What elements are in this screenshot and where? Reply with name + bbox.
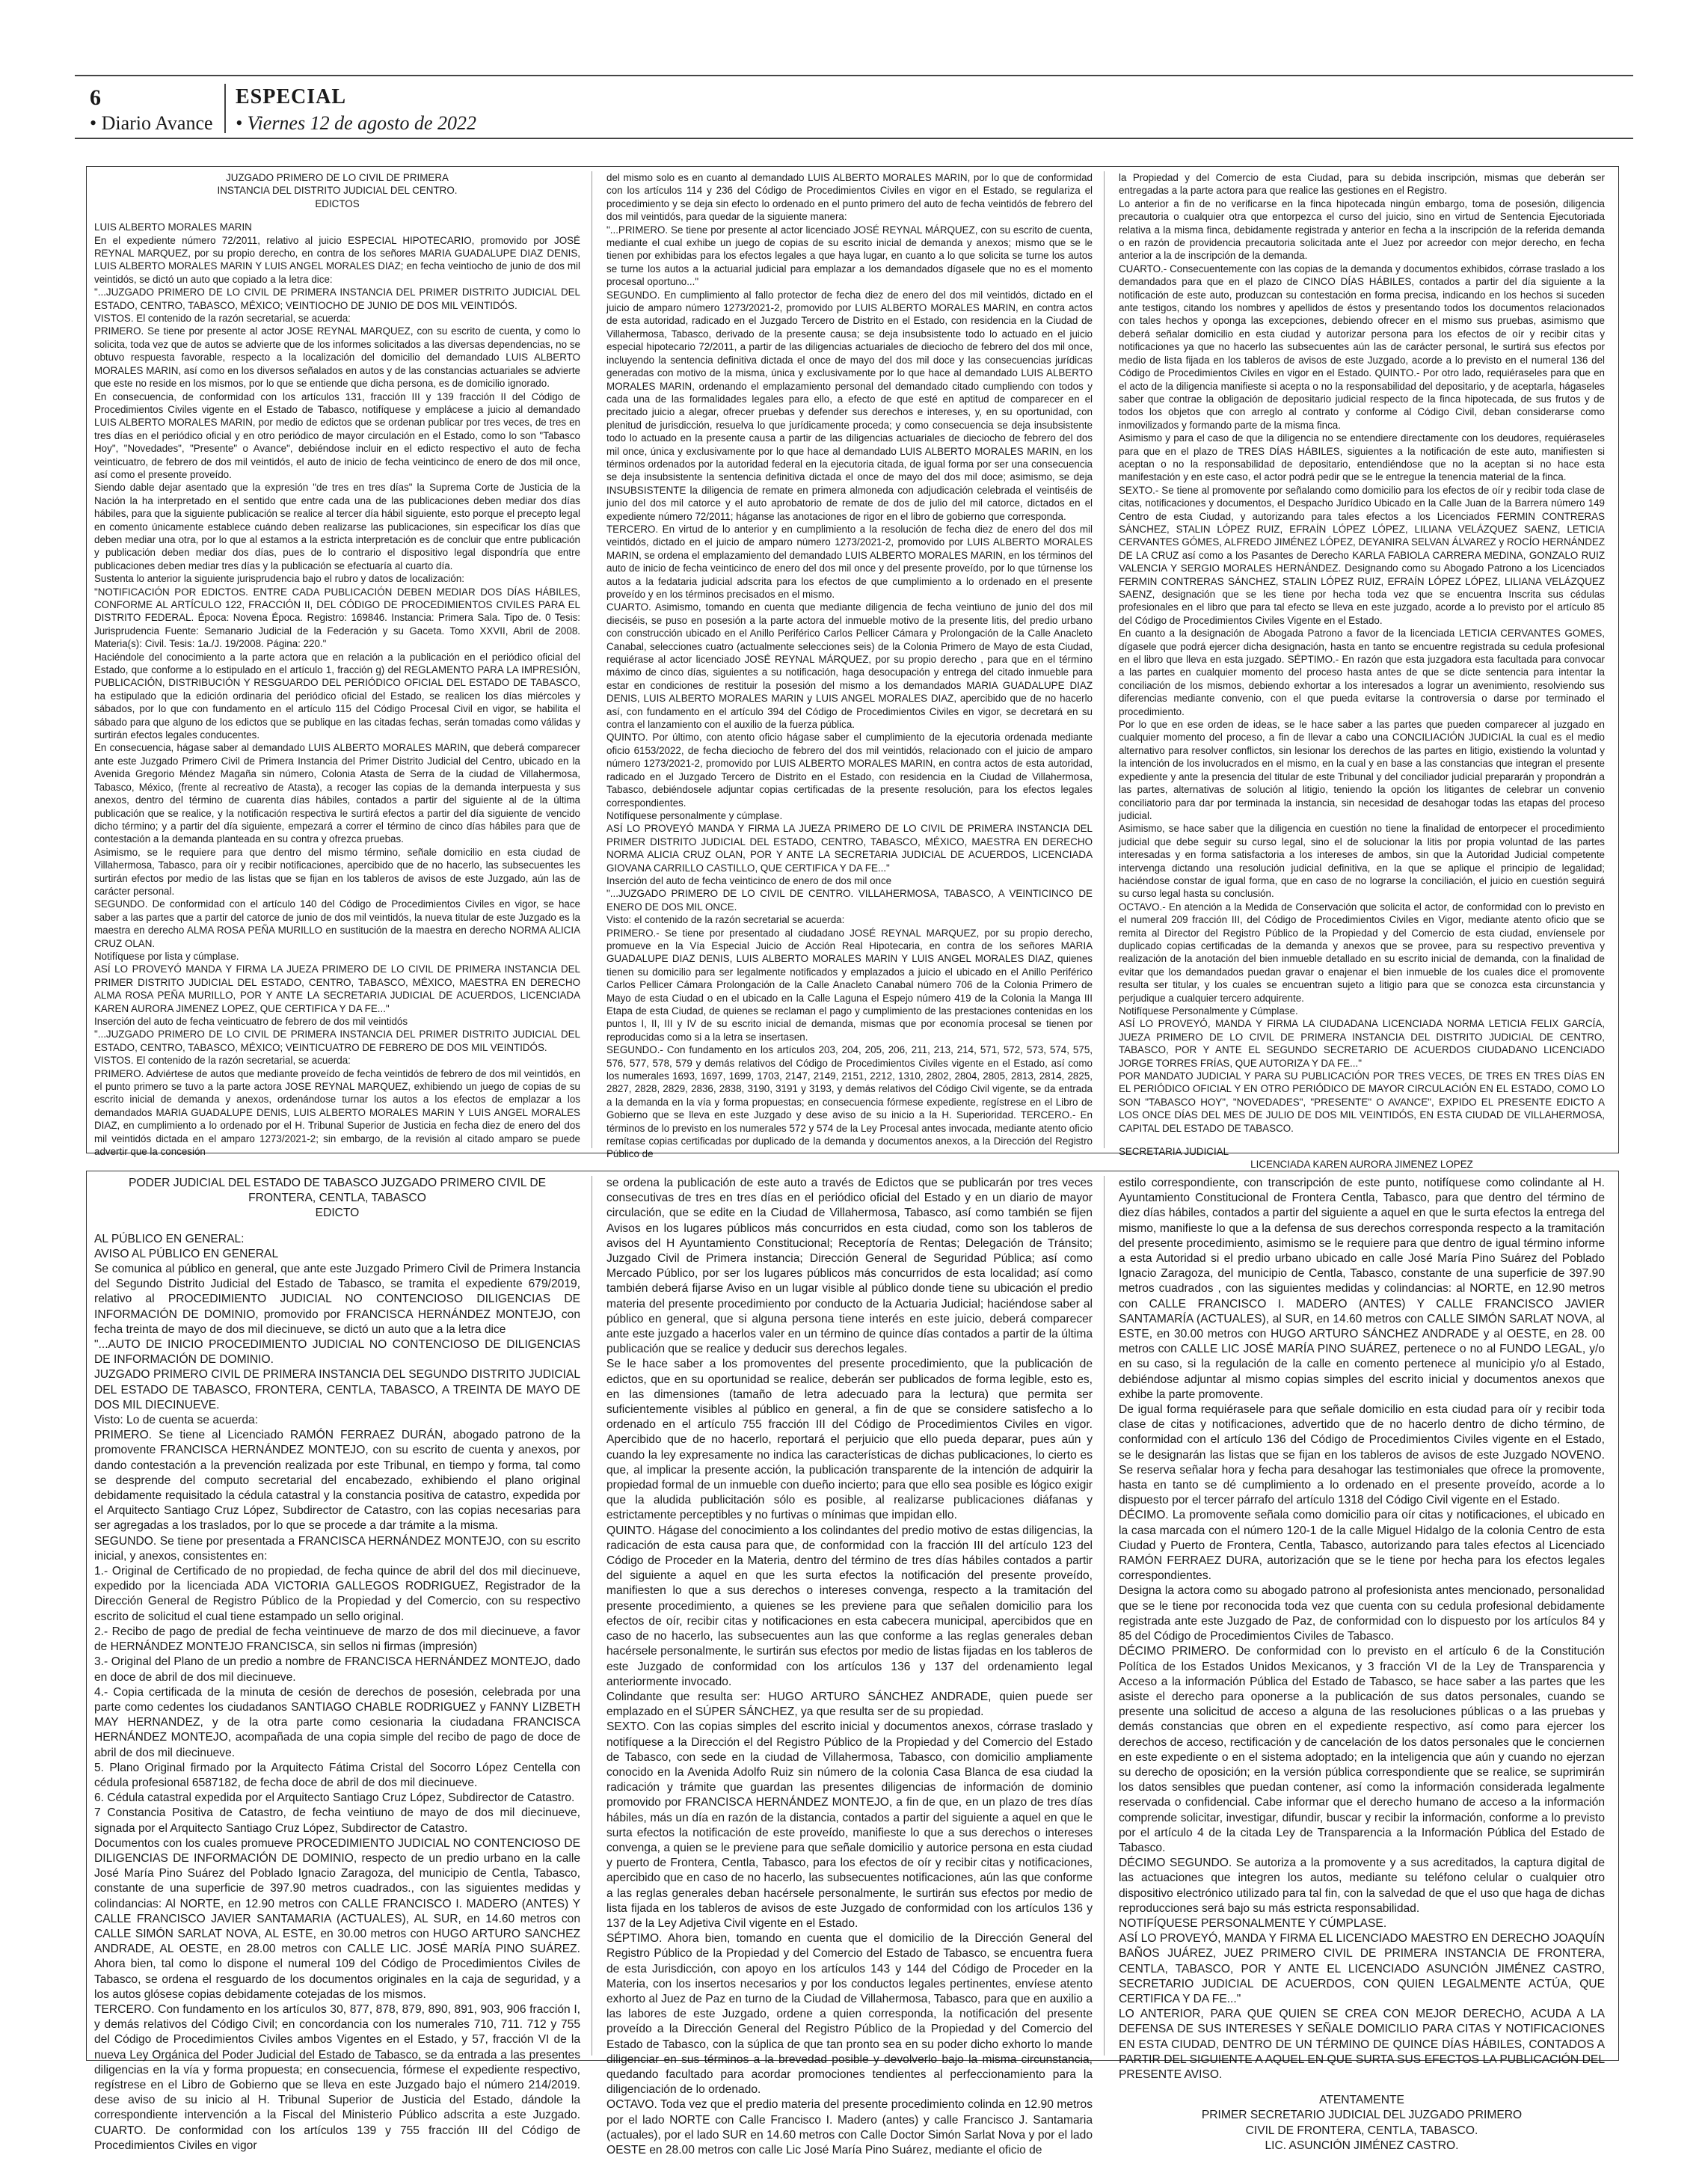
notice-paragraph: Por lo que en ese orden de ideas, se le hace saber a las partes que pueden comparecer al juzgado en cualquier momento del proceso, a fin de llevar a cabo una CONCILIACIÓN JUDICIAL la cual es el medio alternativo para resolver conflictos, sin lesionar los derechos de las partes en litigio, existiendo la voluntad y la intención de los involucrados en el mismo, en la cual y en base a las constancias que integran el presente expediente y ante la presencia del titular de este Tribunal y del conciliador judicial prepararán y propondrán a las partes, alternativas de solución al litigio, teniendo la opción los litigantes de celebrar un convenio conciliatorio para dar por terminada la instancia, sin necesidad de desahogar todas las etapas del proceso judicial. <box>1119 719 1605 821</box>
notice-paragraph: SECRETARIA JUDICIAL <box>1119 1146 1229 1158</box>
notice-paragraph: "NOTIFICACIÓN POR EDICTOS. ENTRE CADA PUBLICACIÓN DEBEN MEDIAR DOS DÍAS HÁBILES, CONFORME AL ARTÍCULO 122, FRACCIÓN II, DEL CÓDIGO DE PROCEDIMIENTOS CIVILES PARA EL DISTRITO FEDERAL. Época: Novena Época. Registro: 169846. Instancia: Primera Sala. Tipo de. 0 Tesis: Jurisprudencia Fuente: Semanario Judicial de la Federación y su Gaceta. Tomo XXVII, Abril de 2008. Materia(s): Civil. Tesis: 1a./J. 19/2008. Página: 220." <box>94 586 580 650</box>
column-divider <box>1104 1176 1105 2056</box>
notice-paragraph: VISTOS. El contenido de la razón secretarial, se acuerda: <box>94 1055 351 1067</box>
notice-paragraph: 3.- Original del Plano de un predio a nombre de FRANCISCA HERNÁNDEZ MONTEJO, dado en doce de abril de dos mil diecinueve. <box>94 1655 580 1684</box>
notice-paragraph: TERCERO. Con fundamento en los artículos 30, 877, 878, 879, 890, 891, 903, 906 fracción I, y demás relativos del Código Civil; en concordancia con los numerales 710, 711. 712 y 755 del Código de Procedimientos Civiles ambos Vigentes en el Estado, y 57, fracción VI de la nueva Ley Orgánica del Poder Judicial del Estado de Tabasco, se da entrada a las presentes diligencias en la vía y forma propuesta; en consecuencia, fórmese el expediente respectivo, regístrese en el Libro de Gobierno que se lleva en este Juzgado bajo el número 214/2019. dese aviso de su inicio al H. Tribunal Superior de Justicia del Estado, dándole la correspondiente intervención a la Fiscal del Ministerio Público adscrita a este Juzgado. CUARTO. De conformidad con los artículos 139 y 755 fracción III del Código de Procedimientos Civiles en vigor <box>94 2002 580 2152</box>
paragraph-spacer <box>1119 1135 1605 1145</box>
notice-paragraph: 2.- Recibo de pago de predial de fecha veintinueve de marzo de dos mil diecinueve, a favor de HERNÁNDEZ MONTEJO FRANCISCA, sin sellos ni firmas (impresión) <box>94 1625 580 1654</box>
notice-paragraph: SEGUNDO. De conformidad con el artículo 140 del Código de Procedimientos Civiles en vigor, se hace saber a las partes que a partir del catorce de junio de dos mil veintidós, la nueva titular de este Juzgado es la maestra en derecho ALMA ROSA PEÑA MURILLO en sustitución de la maestra en derecho NORMA ALICIA CRUZ OLAN. <box>94 898 580 949</box>
notice-paragraph: Colindante que resulta ser: HUGO ARTURO SÁNCHEZ ANDRADE, quien puede ser emplazado en el SÚPER SÁNCHEZ, ya que resulta ser de su propiedad. <box>606 1690 1093 1719</box>
notice-paragraph: SEGUNDO. Se tiene por presentada a FRANCISCA HERNÁNDEZ MONTEJO, con su escrito inicial, y anexos, consistentes en: <box>94 1534 580 1563</box>
notice-paragraph: PRIMERO. Se tiene al Licenciado RAMÓN FERRAEZ DURÁN, abogado patrono de la promovente FRANCISCA HERNÁNDEZ MONTEJO, con su escrito de cuenta y anexos, por dando contestación a la prevención realizada por este Tribunal, en tiempo y forma, tal como se desprende del computo secretarial del encabezado, exhibiendo el plano original debidamente requisitado la cédula catastral y la constancia positiva de catastro, expedida por el Arquitecto Santiago Cruz López, Subdirector de Catastro, con las copias necesarias para ser agregadas a los traslados, por lo que se procede a dar trámite a la misma. <box>94 1429 580 1533</box>
notice-paragraph: LO ANTERIOR, PARA QUE QUIEN SE CREA CON MEJOR DERECHO, ACUDA A LA DEFENSA DE SUS INTERESES Y SEÑALE DOMICILIO PARA CITAS Y NOTIFICACIONES EN ESTA CIUDAD, DENTRO DE UN TÉRMINO DE QUINCE DÍAS HÁBILES, CONTADOS A PARTIR DEL SIGUIENTE A AQUEL EN QUE SURTA SUS EFECTOS LA PUBLICACIÓN DEL PRESENTE AVISO. <box>1119 2008 1605 2081</box>
notice-paragraph: EDICTOS <box>315 197 360 209</box>
notice-paragraph: Visto: el contenido de la razón secretarial se acuerda: <box>606 914 845 926</box>
notice-paragraph: CUARTO. Asimismo, tomando en cuenta que mediante diligencia de fecha veintiuno de junio del dos mil dieciséis, se puso en posesión a la parte actora del inmueble motivo de la presente litis, del predio urbano con construcción ubicado en el Anillo Periférico Carlos Pellicer Cámara y Prolongación de la Calle Anacleto Canabal, selecciones cuatro (actualmente selecciones seis) de la Colonia Primero de Mayo de esta Ciudad, requiérase al actor licenciado JOSÉ REYNAL MÁRQUEZ, por su propio derecho , para que en el término máximo de cinco días, siguientes a su notificación, haga desocupación y entrega del citado inmueble para estar en condiciones de restituir la posesión del mismo a los demandados MARIA GUADALUPE DIAZ DENIS, LUIS ALBERTO MORALES MARIN y LUIS ANGEL MORALES DIAZ, apercibido que de no hacerlo así, con fundamento en el artículo 394 del Código de Procedimientos Civiles en vigor, se decretará en su contra el lanzamiento con el auxilio de la fuerza pública. <box>606 601 1093 731</box>
masthead <box>75 75 1633 135</box>
notice-paragraph: ATENTAMENTE <box>1319 2094 1404 2107</box>
notice-paragraph: AL PÚBLICO EN GENERAL: <box>94 1232 245 1245</box>
notice-column <box>1119 1176 1605 2152</box>
notice-paragraph: estilo correspondiente, con transcripción de este punto, notifíquese como colindante al H. Ayuntamiento Constitucional de Frontera Centla, Tabasco, para que dentro del término de diez días hábiles, contados a partir del siguiente a aquel en que le surta efectos la entrega del mismo, manifieste lo que a la defensa de sus derechos corresponda respecto a la tramitación del presente procedimiento, asimismo se le requiere para que dentro de igual término informe a esta Autoridad si el predio urbano ubicado en calle José María Pino Suárez del Poblado Ignacio Zaragoza, del municipio de Centla, Tabasco, constante de una superficie de 397.90 metros cuadrados , con las siguientes medidas y colindancias: al NORTE, en 12.90 metros con CALLE FRANCISCO I. MADERO (ANTES) Y CALLE FRANCISCO JAVIER SANTAMARÍA (ACTUALES), al SUR, en 14.60 metros con CALLE SIMÓN SARLAT NOVA, al ESTE, en 30.00 metros con HUGO ARTURO SÁNCHEZ ANDRADE y al OESTE, en 28. 00 metros con CALLE LIC JOSÉ MARÍA PINO SUÁREZ, pertenece o no al FUNDO LEGAL, y/o en su caso, si la regulación de la calle en comento pertenece al municipio y/o al Estado, debiéndose adjuntar al mismo copias simples del escrito inicial y documentos anexos que exhibe la parte promovente. <box>1119 1177 1605 1401</box>
notice-paragraph: ASÍ LO PROVEYÓ MANDA Y FIRMA LA JUEZA PRIMERO DE LO CIVIL DE PRIMERA INSTANCIA DEL PRIMER DISTRITO JUDICIAL DEL ESTADO, CENTRO, TABASCO, MÉXICO, MAESTRA EN DERECHO NORMA ALICIA CRUZ OLAN, POR Y ANTE LA SECRETARIA JUDICIAL DE ACUERDOS, LICENCIADA GIOVANA CARRILLO CASTILLO, QUE CERTIFICA Y DA FE..." <box>606 823 1093 874</box>
paragraph-spacer <box>1119 2082 1605 2093</box>
notice-paragraph: "...AUTO DE INICIO PROCEDIMIENTO JUDICIAL NO CONTENCIOSO DE DILIGENCIAS DE INFORMACIÓN DE DOMINIO. <box>94 1338 580 1367</box>
notice-paragraph: Haciéndole del conocimiento a la parte actora que en relación a la publicación en el periódico oficial del Estado, que conforme a lo estipulado en el artículo 1, fracción g) del REGLAMENTO PARA LA IMPRESIÓN, PUBLICACIÓN, DISTRIBUCIÓN Y RESGUARDO DEL PERIÓDICO OFICIAL DEL ESTADO DE TABASCO, ha estipulado que la edición ordinaria del periódico oficial del Estado, se realicen los días miércoles y sábados, por lo que con fundamento en el artículo 115 del Código Procesal Civil en vigor, se habilita el sábado para que alguno de los edictos que se publique en las citadas fechas, serán tomadas como válidas y surtirán efectos legales conducentes. <box>94 651 580 741</box>
notice-paragraph: 6. Cédula catastral expedida por el Arquitecto Santiago Cruz López, Subdirector de Catastro. <box>94 1791 575 1805</box>
notice-paragraph: Inserción del auto de fecha veinticuatro de febrero de dos mil veintidós <box>94 1016 408 1027</box>
column-divider <box>1104 171 1105 1148</box>
notice-paragraph: INSTANCIA DEL DISTRITO JUDICIAL DEL CENTRO. <box>217 185 458 197</box>
masthead-divider <box>224 84 226 133</box>
notice-paragraph: "...JUZGADO PRIMERO DE LO CIVIL DE PRIMERA INSTANCIA DEL PRIMER DISTRITO JUDICIAL DEL ESTADO, CENTRO, TABASCO, MÉXICO; VEINTIOCHO DE JUNIO DE DOS MIL VEINTIDÓS. <box>94 286 580 311</box>
notice-paragraph: DÉCIMO. La promovente señala como domicilio para oír citas y notificaciones, el ubicado en la casa marcada con el número 120-1 de la calle Miguel Hidalgo de la colonia Centro de esta Ciudad y Puerto de Frontera, Centla, Tabasco, autorizando para tales efectos al Licenciado RAMÓN FERRAEZ DURA, autorización que se le tiene por hecha para los efectos legales correspondientes. <box>1119 1509 1605 1583</box>
legal-notice-hernandez-montejo <box>86 1171 1619 2157</box>
notice-paragraph: Notifíquese personalmente y cúmplase. <box>606 809 783 821</box>
notice-paragraph: Se le hace saber a los promoventes del presente procedimiento, que la publicación de edictos, que en su oportunidad se realice, deberán ser publicados de forma legible, esto es, en las dimensiones (tamaño de letra adecuado para la lectura) que permita ser suficientemente visibles al público en general, a fin de que se considere satisfecho a lo ordenado en el artículo 755 fracción III del Código de Procedimientos Civiles en vigor. Apercibido que de no hacerlo, reportará el perjuicio que ello pueda deparar, pues aún y cuando la ley expresamente no indica las características de dichas publicaciones, lo cierto es que, al implicar la presente acción, la publicación transparente de la intención de adquirir la propiedad formal de un inmueble con dueño incierto; para que ello sea posible es lógico exigir que la aludida publicitación sólo es posible, al realizarse publicaciones diáfanas y estrictamente perceptibles y no furtivas o mínimas que impidan ello. <box>606 1358 1093 1522</box>
notice-paragraph: SEXTO. Con las copias simples del escrito inicial y documentos anexos, córrase traslado y notifíquese a la Dirección el del Registro Público de la Propiedad y del Comercio del Estado de Tabasco, con sede en la ciudad de Villahermosa, Tabasco, con domicilio ampliamente conocido en la Avenida Adolfo Ruiz sin número de la colonia Casa Blanca de esa ciudad la radicación y trámite que guardan las presentes diligencias de información de dominio promovido por FRANCISCA HERNÁNDEZ MONTEJO, a fin de que, en un plazo de tres días hábiles, más un día en razón de la distancia, contados a partir del siguiente a aquel en que le surta efectos la notificación de este proveído, manifieste lo que a sus derechos o intereses convenga, a quien se le previene para que señale domicilio y autorice persona en esta ciudad y puerto de Frontera, Centla, Tabasco, para los efectos de oír y recibir citas y notificaciones, apercibido que en caso de no hacerlo, las subsecuentes notificaciones, aún las que conforme a las reglas generales deban hacérsele personalmente, le surtirán sus efectos por medio de lista fijada en los tableros de avisos de este Juzgado de conformidad con los artículos 136 y 137 de la Ley Adjetiva Civil vigente en el Estado. <box>606 1720 1093 1930</box>
masthead-bottom-rule <box>75 138 1633 139</box>
notice-paragraph: Designa la actora como su abogado patrono al profesionista antes mencionado, personalidad que se le tiene por reconocida toda vez que cuenta con su cedula profesional debidamente registrada ante este Juzgado de Paz, de conformidad con lo dispuesto por los artículos 84 y 85 del Código de Procedimientos Civiles de Tabasco. <box>1119 1584 1605 1643</box>
notice-paragraph: En el expediente número 72/2011, relativo al juicio ESPECIAL HIPOTECARIO, promovido por JOSÉ REYNAL MARQUEZ, por su propio derecho, en contra de los señores MARIA GUADALUPE DIAZ DENIS, LUIS ALBERTO MORALES MARIN Y LUIS ANGEL MORALES DIAZ; en fecha veintiocho de junio de dos mil veintidós, se dictó un auto que copiado a la letra dice: <box>94 234 580 285</box>
paragraph-spacer <box>94 210 580 221</box>
notice-paragraph: SEGUNDO. En cumplimiento al fallo protector de fecha diez de enero del dos mil veintidós, dictado en el juicio de amparo número 1273/2021-2, promovido por LUIS ALBERTO MORALES MARIN, en contra actos de esta autoridad, radicado en el Juzgado Tercero de Distrito en el Estado, con residencia en la Ciudad de Villahermosa, Tabasco, derivado de la presente causa; se deja insubsistente todo lo actuado en el juicio especial hipotecario 72/2011, a partir de las diligencias actuariales de dieciocho de febrero del dos mil once, incluyendo la sentencia definitiva dictada el once de mayo del dos mil doce y las consecuencias jurídicas generadas con motivo de la misma, única y exclusivamente por lo que hace al demandado LUIS ALBERTO MORALES MARIN, ordenando el emplazamiento personal del demandado citado cumpliendo con todos y cada una de las formalidades legales para ello, a efecto de que esté en aptitud de comparecer en el precitado juicio a alegar, ofrecer pruebas y defender sus derechos e intereses, y, en su oportunidad, con plenitud de jurisdicción, resuelva lo que jurídicamente proceda; y como consecuencia se deja insubsistente todo lo actuado en la presente causa a partir de las diligencias actuariales de dieciocho de febrero del dos mil once, única y exclusivamente por lo que hace al demandado LUIS ALBERTO MORALES MARIN, en los términos ordenados por la autoridad federal en la ejecutoria citada, de igual forma por ser una consecuencia se deja insubsistente la sentencia definitiva dictada el once de mayo del dos mil doce; asimismo, se deja INSUBSISTENTE la diligencia de remate en primera almoneda con adjudicación celebrada el veintiséis de junio del dos mil catorce y el auto aprobatorio de remate de dos de julio del mil catorce, dictados en el expediente número 72/2011; háganse las anotaciones de rigor en el libro de gobierno que corresponda. <box>606 289 1093 522</box>
notice-paragraph: 1.- Original de Certificado de no propiedad, de fecha quince de abril del dos mil diecinueve, expedido por la licenciada ADA VICTORIA GALLEGOS RODRIGUEZ, Registrador de la Dirección General de Registro Público de la Propiedad y del Comercio, con su respectivo escrito de solicitud el cual tiene estampado un sello original. <box>94 1565 580 1623</box>
notice-paragraph: SEGUNDO.- Con fundamento en los artículos 203, 204, 205, 206, 211, 213, 214, 571, 572, 573, 574, 575, 576, 577, 578, 579 y demás relativos del Código de Procedimientos Civiles vigente en el Estado, así como los numerales 1693, 1697, 1699, 1703, 2147, 2149, 2151, 2212, 1310, 2802, 2804, 2805, 2813, 2814, 2825, 2827, 2828, 2829, 2836, 2838, 3190, 3191 y 3193, y demás relativos del Código Civil vigente, se da entrada a la demanda en la vía y forma propuestas; en consecuencia fórmese expediente, regístrese en el Libro de Gobierno que se lleva en este Juzgado y dese aviso de su inicio a la H. Superioridad. TERCERO.- En términos de lo previsto en los numerales 572 y 574 de la Ley Procesal antes invocada, mediante atento oficio remítase copias certificadas por duplicado de la demanda y documentos anexos, a la Dirección del Registro Público de <box>606 1044 1093 1160</box>
notice-paragraph: PRIMERO. Se tiene por presente al actor JOSE REYNAL MARQUEZ, con su escrito de cuenta, y como lo solicita, toda vez que de autos se advierte que de los informes solicitados a las diversas dependencias, no se obtuvo respuesta favorable, respecto a la localización del domicilio del demandado LUIS ALBERTO MORALES MARIN, así como en los diversos señalados en autos y de las constancias actuariales se advierte que este no reside en los mismos, por lo que se entiende que dicha persona, es de domicilio ignorado. <box>94 325 580 390</box>
notice-paragraph: TERCERO. En virtud de lo anterior y en cumplimiento a la resolución de fecha diez de enero del dos mil veintidós, dictado en el juicio de amparo número 1273/2021-2, promovido por LUIS ALBERTO MORALES MARIN, se ordena el emplazamiento del demandado LUIS ALBERTO MORALES MARIN, en los términos del auto de inicio de fecha veinticinco de enero del dos mil once y del presente proveído, por lo que túrnense los autos a la fedataria judicial adscrita para los efectos de que cumplimiento a lo ordenado en el presente proveído y en los términos precisados en el mismo. <box>606 523 1093 600</box>
page-number: 6 <box>90 85 101 110</box>
masthead-top-rule <box>75 75 1633 76</box>
notice-paragraph: EDICTO <box>315 1207 360 1220</box>
notice-paragraph: SEXTO.- Se tiene al promovente por señalando como domicilio para los efectos de oír y recibir toda clase de citas, notificaciones y documentos, el Despacho Jurídico Ubicado en la Calle Juan de la Barrera número 149 Centro de esta Ciudad, y autorizando para tales efectos a los Licenciados FERMIN CONTRERAS SÁNCHEZ, STALIN LÓPEZ RUIZ, EFRAÍN LÓPEZ LÓPEZ, LILIANA VELÁZQUEZ SAENZ, LETICIA CERVANTES GÓMES, ALFREDO JIMÉNEZ LÓPEZ, DEYANIRA SELVAN ÁLVAREZ y ROCÍO HERNÁNDEZ DE LA CRUZ así como a los Pasantes de Derecho KARLA FABIOLA CARRERA MEDINA, GONZALO RUIZ VALENCIA Y SERGIO MORALES HERNÁNDEZ. Designando como su Abogado Patrono a los Licenciados FERMIN CONTRERAS SÁNCHEZ, STALIN LÓPEZ RUIZ, EFRAÍN LÓPEZ LÓPEZ, LILIANA VELÁZQUEZ SAENZ, designación que se les tiene por hecha toda vez que se encuentra Inscrita sus cédulas profesionales en el libro que para tal efecto se lleva en este juzgado, acorde a lo previsto por el artículo 85 del Código de Procedimientos Civiles Vigente en el Estado. <box>1119 484 1605 626</box>
notice-paragraph: 7 Constancia Positiva de Catastro, de fecha veintiuno de mayo de dos mil diecinueve, signada por el Arquitecto Santiago Cruz López, Subdirector de Catastro. <box>94 1806 580 1835</box>
notice-paragraph: En cuanto a la designación de Abogada Patrono a favor de la licenciada LETICIA CERVANTES GOMES, dígasele que podrá ejercer dicha designación, hasta en tanto se encuentre registrada su cedula profesional en el libro que lleva en esta juzgado. SÉPTIMO.- En razón que esta juzgadora esta facultada para convocar a las partes en cualquier momento del proceso hasta antes de que se dicte sentencia para intentar la conciliación de los mismos, debiendo exhortar a los interesados a lograr un avenimiento, resolviendo sus diferencias mediante convenio, con el que pueda evitarse la controversia o darse por terminado el procedimiento. <box>1119 628 1605 717</box>
notice-paragraph: "...JUZGADO PRIMERO DE LO CIVIL DE PRIMERA INSTANCIA DEL PRIMER DISTRITO JUDICIAL DEL ESTADO, CENTRO, TABASCO, MÉXICO; VEINTICUATRO DE FEBRERO DE DOS MIL VEINTIDÓS. <box>94 1029 580 1053</box>
notice-column <box>94 171 580 1158</box>
notice-paragraph: POR MANDATO JUDICIAL Y PARA SU PUBLICACIÓN POR TRES VECES, DE TRES EN TRES DÍAS EN EL PERIÓDICO OFICIAL Y EN OTRO PERIÓDICO DE MAYOR CIRCULACIÓN EN EL ESTADO, COMO LO SON "TABASCO HOY", "NOVEDADES", "PRESENTE" O AVANCE", EXPIDO EL PRESENTE EDICTO A LOS ONCE DÍAS DEL MES DE JULIO DE DOS MIL VEINTIDÓS, EN ESTA CIUDAD DE VILLAHERMOSA, CAPITAL DEL ESTADO DE TABASCO. <box>1119 1070 1605 1134</box>
notice-column <box>606 171 1093 1160</box>
notice-column <box>94 1176 580 2152</box>
notice-paragraph: Asimismo, se le requiere para que dentro del mismo término, señale domicilio en esta ciudad de Villahermosa, Tabasco, para oír y recibir notificaciones, apercibido que de no hacerlo, las subsecuentes les surtirán efectos por medio de las listas que se fijan en los tableros de avisos de este Juzgado, aún las de carácter personal. <box>94 846 580 897</box>
notice-paragraph: OCTAVO. Toda vez que el predio materia del presente procedimiento colinda en 12.90 metros por el lado NORTE con Calle Francisco I. Madero (antes) y calle Francisco J. Santamaria (actuales), por el lado SUR en 14.60 metros con Calle Doctor Simón Sarlat Nova y por el lado OESTE en 28.00 metros con calle Lic José María Pino Suárez, mediante el oficio de <box>606 2098 1093 2157</box>
notice-paragraph: Inserción del auto de fecha veinticinco de enero de dos mil once <box>606 874 892 886</box>
notice-paragraph: Siendo dable dejar asentado que la expresión "de tres en tres días" la Suprema Corte de Justicia de la Nación la ha interpretado en el sentido que entre cada una de las publicaciones deben mediar dos días hábiles, para que la siguiente publicación se realice al tercer día hábil siguiente, esto porque el precepto legal en comento únicamente establece cuándo deben realizarse las publicaciones, sin especificar los días que deben mediar una otra, por lo que al estamos a la estricta interpretación es de concluir que entre publicación y publicación deben mediar dos días, pues de lo contrario el dispositivo legal dispondría que entre publicaciones deben mediar tres días y la publicación se efectuaría al cuarto día. <box>94 482 580 571</box>
notice-paragraph: Asimismo y para el caso de que la diligencia no se entendiere directamente con los deudores, requiéraseles para que en el plazo de TRES DÍAS HÁBILES, siguientes a la notificación de este auto, manifiesten si aceptan o no la responsabilidad de depositario, entendiéndose que no la aceptan si no hace esta manifestación y en este caso, el actor podrá pedir que se le entregue la tenencia material de la finca. <box>1119 432 1605 483</box>
notice-paragraph: DÉCIMO PRIMERO. De conformidad con lo previsto en el artículo 6 de la Constitución Política de los Estados Unidos Mexicanos, y 3 fracción VI de la Ley de Transparencia y Acceso a la información Pública del Estado de Tabasco, se hace saber a las partes que les asiste el derecho para oponerse a la publicación de sus datos personales, cuando se presente una solicitud de acceso a alguna de las resoluciones públicas o a las pruebas y demás constancias que obren en el expediente respectivo, así como para ejercer los derechos de acceso, rectificación y de cancelación de los datos personales que le conciernen en este expediente o en el sistema adoptado; en la inteligencia que aún y cuando no ejerzan su derecho de oposición; en la versión pública correspondiente que se realice, se suprimirán los datos sensibles que puedan contener, así como la información considerada legalmente reservada o confidencial. Cabe informar que el derecho humano de acceso a la información comprende solicitar, investigar, difundir, buscar y recibir la información, conforme a lo previsto por el artículo 4 de la citada Ley de Transparencia a la Información Pública del Estado de Tabasco. <box>1119 1645 1605 1854</box>
notice-paragraph: "...PRIMERO. Se tiene por presente al actor licenciado JOSÉ REYNAL MÁRQUEZ, con su escrito de cuenta, mediante el cual exhibe un juego de copias de su escrito inicial de demanda y anexos; mismo que se le tienen por exhibidas para los efectos legales a que haya lugar, en cuanto a lo que solicita se turne los autos se turne los autos a la actuarial judicial para emplazar a los demandados dígasele que no es el momento procesal oportuno..." <box>606 224 1093 288</box>
notice-paragraph: VISTOS. El contenido de la razón secretarial, se acuerda: <box>94 313 351 325</box>
notice-paragraph: PODER JUDICIAL DEL ESTADO DE TABASCO JUZGADO PRIMERO CIVIL DE FRONTERA, CENTLA, TABASCO <box>128 1177 546 1205</box>
notice-paragraph: la Propiedad y del Comercio de esta Ciudad, para su debida inscripción, mismas que deberán ser entregadas a la parte actora para que realice las gestiones en el Registro. <box>1119 172 1605 197</box>
notice-paragraph: Documentos con los cuales promueve PROCEDIMIENTO JUDICIAL NO CONTENCIOSO DE DILIGENCIAS DE INFORMACIÓN DE DOMINIO, respecto de un predio urbano en la calle José María Pino Suárez del Poblado Ignacio Zaragoza, del municipio de Centla, Tabasco, constante de una superficie de 397.90 metros cuadrados., con las siguientes medidas y colindancias: Al NORTE, en 12.90 metros con CALLE FRANCISCO I. MADERO (ANTES) Y CALLE FRANCISCO JAVIER SANTAMARIA (ACTUALES), AL SUR, en 14.60 metros con CALLE SIMÓN SARLAT NOVA, AL ESTE, en 30.00 metros con HUGO ARTURO SANCHEZ ANDRADE, AL OESTE, en 28.00 metros con CALLE LIC. JOSÉ MARÍA PINO SUÁREZ. Ahora bien, tal como lo dispone el numeral 109 del Código de Procedimientos Civiles de Tabasco, se ordena el resguardo de los documentos originales en la caja de seguridad, y a los autos glósese copias debidamente cotejadas de los mismos. <box>94 1836 580 2001</box>
notice-paragraph: "...JUZGADO PRIMERO DE LO CIVIL DE CENTRO. VILLAHERMOSA, TABASCO, A VEINTICINCO DE ENERO DE DOS MIL ONCE. <box>606 888 1093 913</box>
notice-paragraph: ASÍ LO PROVEYÓ MANDA Y FIRMA LA JUEZA PRIMERO DE LO CIVIL DE PRIMERA INSTANCIA DEL PRIMER DISTRITO JUDICIAL DEL ESTADO, CENTRO, TABASCO, MÉXICO, MAESTRA EN DERECHO ALMA ROSA PEÑA MURILLO, POR Y ANTE LA SECRETARIA JUDICIAL DE ACUERDOS, LICENCIADA KAREN AURORA JIMENEZ LOPEZ, QUE CERTIFICA Y DA FE..." <box>94 963 580 1014</box>
notice-paragraph: DÉCIMO SEGUNDO. Se autoriza a la promovente y a sus acreditados, la captura digital de las actuaciones que integren los autos, mediante su teléfono celular o cualquier otro dispositivo electrónico utilizado para tal fin, con la salvedad de que el uso que haga de dichas reproducciones será bajo su más estricta responsabilidad. <box>1119 1857 1605 1915</box>
notice-paragraph: se ordena la publicación de este auto a través de Edictos que se publicarán por tres veces consecutivas de tres en tres días en el periódico oficial del Estado y en un diario de mayor circulación, que se edite en la Ciudad de Villahermosa, Tabasco, así como también se fijen Avisos en los lugares públicos más concurridos en esta ciudad, como son los tableros de avisos del H Ayuntamiento Constitucional; Receptoría de Rentas; Delegación de Tránsito; Juzgado Civil de Primera instancia; Dirección General de Seguridad Pública; así como Mercado Público, por ser los lugares públicos más concurridos de esta localidad; así como también deberá fijarse Aviso en un lugar visible al público donde tiene su ubicación el predio materia del presente procedimiento por conducto de la Actuaria Judicial; haciéndose saber al público en general, que si alguna persona tiene interés en este juicio, deberá comparecer ante este juzgado a hacerlos valer en un término de quince días contados a partir de la última publicación que se realice y deducir sus derechos legales. <box>606 1177 1093 1356</box>
notice-paragraph: De igual forma requiérasele para que señale domicilio en esta ciudad para oír y recibir toda clase de citas y notificaciones, advertido que de no hacerlo dentro de dicho término, de conformidad con el artículo 136 del Código de Procedimientos Civiles vigente en el Estado, se le designarán las listas que se fijan en los tableros de avisos de este Juzgado NOVENO. Se reserva señalar hora y fecha para desahogar las testimoniales que ofrece la promovente, hasta en tanto se dé cumplimiento a lo ordenado en el presente proveído, acorde a lo dispuesto por el tercer párrafo del artículo 1318 del Código Civil vigente en el Estado. <box>1119 1403 1605 1507</box>
notice-paragraph: QUINTO. Hágase del conocimiento a los colindantes del predio motivo de estas diligencias, la radicación de esta causa para que, de conformidad con la fracción III del artículo 123 del Código de Proceder en la Materia, dentro del término de tres días hábiles contados a partir del siguiente a aquel en que les surta efectos la notificación del presente proveído, manifiesten lo que a sus derechos o intereses convenga, respecto a la tramitación del presente procedimiento, a quienes se les previene para que señalen domicilio para los efectos de oír, recibir citas y notificaciones en esta cabecera municipal, apercibidos que en caso de no hacerlo, las subsecuentes aun las que conforme a las reglas generales deban hacérsele personalmente, le surtirán sus efectos por medio de listas fijadas en los tableros de este Juzgado de conformidad con los artículos 136 y 137 del ordenamiento legal anteriormente invocado. <box>606 1524 1093 1688</box>
legal-notice-morales-marin <box>86 166 1619 1171</box>
notice-paragraph: En consecuencia, hágase saber al demandado LUIS ALBERTO MORALES MARIN, que deberá comparecer ante este Juzgado Primero Civil de Primera Instancia del Primer Distrito Judicial del Centro, ubicado en la Avenida Gregorio Méndez Magaña sin número, Colonia Atasta de Serra de la ciudad de Villahermosa, Tabasco, México, (frente al recreativo de Atasta), a recoger las copias de la demanda interpuesta y sus anexos, dentro del término de cuarenta días hábiles, contados a partir del siguiente al de la última publicación que se realice, y la notificación respectiva le surtirá efectos a partir del día siguiente de vencido dicho término; y a partir del día siguiente, empezará a correr el término de cinco días hábiles para que de contestación a la demanda planteada en su contra y ofrezca pruebas. <box>94 742 580 845</box>
notice-paragraph: ASÍ LO PROVEYÓ, MANDA Y FIRMA LA CIUDADANA LICENCIADA NORMA LETICIA FELIX GARCÍA, JUEZA PRIMERO DE LO CIVIL DE PRIMERA INSTANCIA DEL DISTRITO JUDICIAL DE CENTRO, TABASCO, POR Y ANTE EL SEGUNDO SECRETARIO DE ACUERDOS CIUDADANO LICENCIADO JORGE TORRES FRÍAS, QUE AUTORIZA Y DA FE..." <box>1119 1018 1605 1069</box>
notice-paragraph: PRIMERO.- Se tiene por presentado al ciudadano JOSÉ REYNAL MARQUEZ, por su propio derecho, promueve en la Vía Especial Juicio de Acción Real Hipotecaria, en contra de los señores MARIA GUADALUPE DIAZ DENIS, LUIS ALBERTO MORALES MARIN Y LUIS ANGEL MORALES DIAZ, quienes tienen su domicilio para ser legalmente notificados y emplazados a juicio el ubicado en el Anillo Periférico Carlos Pellicer Cámara Prolongación de la Calle Anacleto Canabal número 706 de la Colonia Primero de Mayo de esta Ciudad o en el ubicado en la Calle Laguna el Espejo número 419 de la Colonia la Manga III Etapa de esta Ciudad, de quienes se reclaman el pago y cumplimiento de las prestaciones contenidas en los puntos I, II, III y IV de su escrito inicial de demanda, mismas que por economía procesal se tienen por reproducidas como si a la letra se insertasen. <box>606 927 1093 1043</box>
notice-paragraph: del mismo solo es en cuanto al demandado LUIS ALBERTO MORALES MARIN, por lo que de conformidad con los artículos 114 y 236 del Código de Procedimientos Civiles en vigor en el Estado, se regulariza el procedimiento y se deja sin efecto lo ordenado en el punto primero del auto de fecha veintidós de febrero del dos mil veintidós, para quedar de la siguiente manera: <box>606 172 1093 223</box>
notice-paragraph: 4.- Copia certificada de la minuta de cesión de derechos de posesión, celebrada por una parte como cedentes los ciudadanos SANTIAGO CHABLE RODRIGUEZ y FANNY LIZBETH MAY HERNANDEZ, y de la otra parte como cesionaria la ciudadana FRANCISCA HERNÁNDEZ MONTEJO, acompañada de una copia simple del recibo de pago de doce de abril de dos mil diecinueve. <box>94 1685 580 1759</box>
newspaper-name: • Diario Avance <box>90 112 213 134</box>
notice-paragraph: LICENCIADA KAREN AURORA JIMENEZ LOPEZ <box>1250 1159 1473 1171</box>
notice-paragraph: Se comunica al público en general, que ante este Juzgado Primero Civil de Primera Instancia del Segundo Distrito Judicial del Estado de Tabasco, se tramita el expediente 679/2019, relativo al PROCEDIMIENTO JUDICIAL NO CONTENCIOSO DILIGENCIAS DE INFORMACIÓN DE DOMINIO, promovido por FRANCISCA HERNÁNDEZ MONTEJO, con fecha treinta de mayo de dos mil diecinueve, se dictó un auto que a la letra dice <box>94 1263 580 1336</box>
paragraph-spacer <box>94 1221 580 1232</box>
notice-paragraph: PRIMERO. Adviértese de autos que mediante proveído de fecha veintidós de febrero de dos mil veintidós, en el punto primero se tuvo a la parte actora JOSE REYNAL MARQUEZ, exhibiendo un juego de copias de su escrito inicial de demanda y anexos, ordenándose turnar los autos a los efectos de emplazar a los demandados MARIA GUADALUPE DENIS, LUIS ALBERTO MORALES MARIN Y LUIS ANGEL MORALES DIAZ, en cumplimiento a lo ordenado por el H. Tribunal Superior de Justicia en fecha diez de enero del dos mil veintidós dictada en el amparo 1273/2021-2; sin embargo, de la revisión al citado amparo se puede advertir que la concesión <box>94 1067 580 1158</box>
notice-column <box>606 1176 1093 2157</box>
notice-paragraph: Asimismo, se hace saber que la diligencia en cuestión no tiene la finalidad de entorpecer el procedimiento judicial que debe seguir su curso legal, sino el de solucionar la litis por propia voluntad de las partes interesadas y en forma satisfactoria a los intereses de ambos, sin que la Autoridad Judicial competente intervenga dictando una resolución judicial definitiva, en la que se aplique el principio de legalidad; haciéndose constar de igual forma, que en caso de no lograrse la conciliación, el juicio en cuestión seguirá su curso legal hasta su conclusión. <box>1119 823 1605 900</box>
notice-paragraph: PRIMER SECRETARIO JUDICIAL DEL JUZGADO PRIMERO <box>1201 2109 1523 2122</box>
notice-paragraph: CUARTO.- Consecuentemente con las copias de la demanda y documentos exhibidos, córrase traslado a los demandados para que en el plazo de CINCO DÍAS HÁBILES, contados a partir del día siguiente a la notificación de este auto, produzcan su contestación en forma precisa, indicando en los hechos si suceden ante testigos, citando los nombres y apellidos de éstos y presentando todos los documentos relacionados con tales hechos y oponga las excepciones, debiendo ofrecer en el mismo sus pruebas, asimismo que deberá señalar domicilio en esta ciudad y autorizar persona para los efectos de oír y recibir citas y notificaciones ya que no hacerlo las subsecuentes aún las de carácter personal, le surtirá sus efectos por medio de lista fijada en los tableros de avisos de este Juzgado, acorde a lo previsto en el numeral 136 del Código de Procedimientos Civiles en vigor en el Estado. QUINTO.- Por otro lado, requiéraseles para que en el acto de la diligencia manifieste si acepta o no la responsabilidad del depositario, y de aceptarla, hágaseles saber que contrae la obligación de depositario judicial respecto de la finca hipotecada, de sus frutos y de todos los objetos que con arreglo al contrato y conforme al Código Civil, deban considerarse como inmovilizados y formando parte de la misma finca. <box>1119 263 1605 431</box>
publication-date: • Viernes 12 de agosto de 2022 <box>236 112 477 134</box>
notice-paragraph: Visto: Lo de cuenta se acuerda: <box>94 1414 259 1427</box>
notice-paragraph: AVISO AL PÚBLICO EN GENERAL <box>94 1247 279 1260</box>
notice-paragraph: LIC. ASUNCIÓN JIMÉNEZ CASTRO. <box>1265 2139 1459 2152</box>
notice-paragraph: Sustenta lo anterior la siguiente jurisprudencia bajo el rubro y datos de localización: <box>94 573 465 585</box>
notice-paragraph: CIVIL DE FRONTERA, CENTLA, TABASCO. <box>1245 2124 1478 2137</box>
notice-paragraph: NOTIFÍQUESE PERSONALMENTE Y CÚMPLASE. <box>1119 1916 1387 1930</box>
notice-paragraph: Lo anterior a fin de no verificarse en la finca hipotecada ningún embargo, toma de posesión, diligencia precautoria o cualquier otra que entorpezca el curso del juicio, sino en virtud de Sentencia Ejecutoriada relativa a la misma finca, debidamente registrada y anterior en fecha a la inscripción de la referida demanda o en razón de providencia precautoria solicitada ante el Juez por acreedor con mejor derecho, en fecha anterior a la de inscripción de la demanda. <box>1119 197 1605 262</box>
notice-paragraph: Notifíquese Personalmente y Cúmplase. <box>1119 1005 1298 1017</box>
section-title: ESPECIAL <box>236 85 347 108</box>
notice-paragraph: OCTAVO.- En atención a la Medida de Conservación que solicita el actor, de conformidad con lo previsto en el numeral 209 fracción III, del Código de Procedimientos Civiles en Vigor, mediante atento oficio que se remita al Director del Registro Público de la Propiedad y del Comercio de esta ciudad, envíensele por duplicado copias certificadas de la demanda y anexos que se provee, para su respectivo preventiva y realización de la anotación del bien inmueble detallado en su escrito inicial de demanda, con la finalidad de evitar que los demandados puedan gravar o enajenar el bien inmueble de los cuales dice el promovente resulta ser titular, y los cuales se encuentran sujeto a litigio para que se conozca esta circunstancia y perjudique a cualquier tercero adquirente. <box>1119 901 1605 1004</box>
notice-paragraph: En consecuencia, de conformidad con los artículos 131, fracción III y 139 fracción II del Código de Procedimientos Civiles vigente en el Estado de Tabasco, notifíquese y emplácese a juicio al demandado LUIS ALBERTO MORALES MARIN, por medio de edictos que se ordenan publicar por tres veces, de tres en tres días en el periódico oficial y en otro periódico de mayor circulación en el Estado, como lo son "Tabasco Hoy", "Novedades", "Presente" o Avance", debiéndose incluir en el edicto respectivo el auto de fecha veinticuatro, de febrero de dos mil veintidós, el auto de inicio de fecha veinticinco de enero de dos mil once, así como el presente proveído. <box>94 390 580 480</box>
notice-paragraph: JUZGADO PRIMERO CIVIL DE PRIMERA INSTANCIA DEL SEGUNDO DISTRITO JUDICIAL DEL ESTADO DE TABASCO, FRONTERA, CENTLA, TABASCO, A TREINTA DE MAYO DE DOS MIL DIECINUEVE. <box>94 1368 580 1411</box>
notice-paragraph: SÉPTIMO. Ahora bien, tomando en cuenta que el domicilio de la Dirección General del Registro Público de la Propiedad y del Comercio del Estado de Tabasco, se encuentra fuera de esta Jurisdicción, con apoyo en los artículos 143 y 144 del Código de Proceder en la Materia, con los insertos necesarios y por los conductos legales pertinentes, envíese atento exhorto al Juez de Paz en turno de la Ciudad de Villahermosa, Tabasco, para que en auxilio a las labores de este Juzgado, ordene a quien corresponda, la notificación del presente proveído a la Dirección General del Registro Público de la Propiedad y del Comercio del Estado de Tabasco, con la súplica de que tan pronto sea en su poder dicho exhorto lo mande diligenciar en sus términos a la brevedad posible y devolverlo bajo la misma circunstancia, quedando facultado para acordar promociones tendientes al perfeccionamiento para la diligenciación de lo ordenado. <box>606 1932 1093 2097</box>
notice-paragraph: Notifíquese por lista y cúmplase. <box>94 950 239 962</box>
notice-paragraph: LUIS ALBERTO MORALES MARIN <box>94 221 252 233</box>
notice-paragraph: JUZGADO PRIMERO DE LO CIVIL DE PRIMERA <box>226 172 449 183</box>
notice-paragraph: ASÍ LO PROVEYÓ, MANDA Y FIRMA EL LICENCIADO MAESTRO EN DERECHO JOAQUÍN BAÑOS JUÁREZ, JUEZ PRIMERO CIVIL DE PRIMERA INSTANCIA DE FRONTERA, CENTLA, TABASCO, POR Y ANTE EL LICENCIADO ASUNCIÓN JIMÉNEZ CASTRO, SECRETARIO JUDICIAL DE ACUERDOS, CON QUIEN LEGALMENTE ACTÚA, QUE CERTIFICA Y DA FE..." <box>1119 1932 1605 2005</box>
notice-column <box>1119 171 1605 1171</box>
notice-paragraph: QUINTO. Por último, con atento oficio hágase saber el cumplimiento de la ejecutoria ordenada mediante oficio 6153/2022, de fecha dieciocho de febrero del dos mil veintidós, relacionado con el juicio de amparo número 1273/2021-2, promovido por LUIS ALBERTO MORALES MARIN, en contra actos de esta autoridad, radicado en el Juzgado Tercero de Distrito en el Estado, con residencia en la Ciudad de Villahermosa, Tabasco, debiéndosele adjuntar copias certificadas de la presente resolución, para los efectos legales correspondientes. <box>606 732 1093 809</box>
notice-paragraph: 5. Plano Original firmado por la Arquitecto Fátima Cristal del Socorro López Centella con cédula profesional 6587182, de fecha doce de abril de dos mil diecinueve. <box>94 1761 580 1789</box>
